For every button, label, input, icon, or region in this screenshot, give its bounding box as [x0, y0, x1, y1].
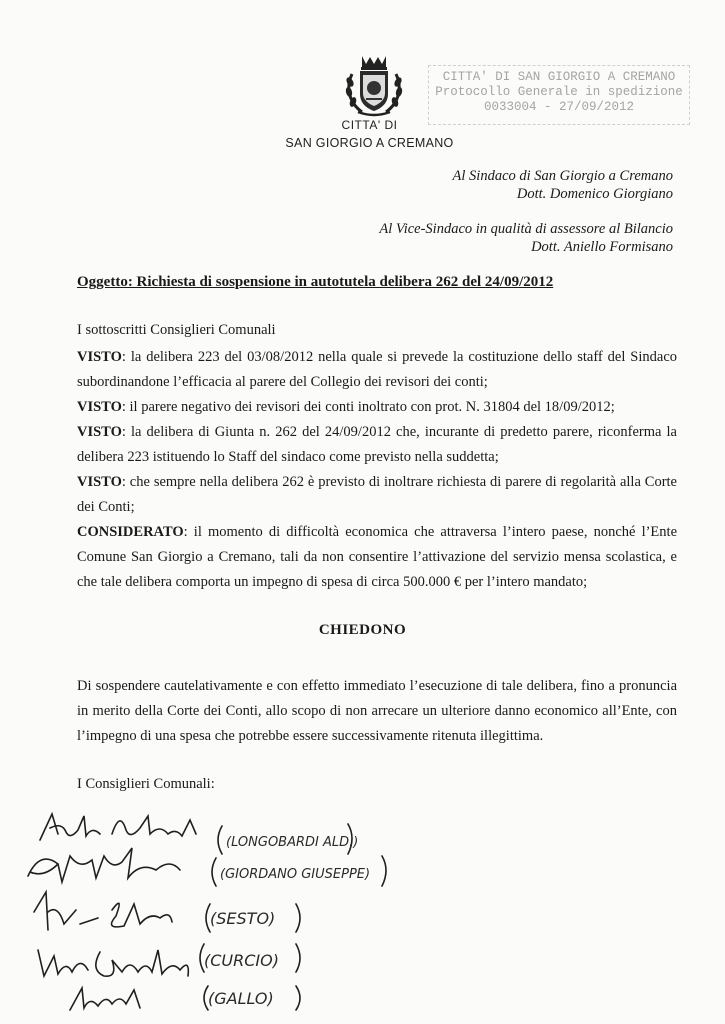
signature-1-scrawl — [40, 814, 196, 840]
request-heading: CHIEDONO — [318, 622, 407, 638]
signature-5-name: (GALLO) — [208, 989, 274, 1008]
clause — [77, 520, 677, 595]
letter-body — [77, 318, 677, 595]
clause-keyword: VISTO — [77, 399, 122, 415]
recipient-mayor — [453, 167, 673, 203]
stamp-line-1: CITTA' DI SAN GIORGIO A CREMANO — [442, 70, 676, 84]
recipient-vice-mayor — [379, 220, 673, 256]
clause — [77, 470, 677, 520]
signature-2-name: (GIORDANO GIUSEPPE) — [220, 867, 371, 882]
signature-3-name: (SESTO) — [210, 909, 276, 928]
recipient-line: Al Vice-Sindaco in qualità di assessore al Bilancio — [379, 221, 673, 237]
clause — [77, 420, 677, 470]
signers-label: I Consiglieri Comunali: — [77, 776, 215, 792]
clause-keyword: CONSIDERATO — [77, 524, 184, 540]
signature-3-scrawl — [34, 892, 172, 930]
subject-line: Oggetto: Richiesta di sospensione in autotutela delibera 262 del 24/09/2012 — [77, 274, 554, 290]
clause-keyword: VISTO — [77, 424, 122, 440]
stamp-line-2: Protocollo Generale in spedizione — [435, 85, 683, 99]
signature-1-name: (LONGOBARDI ALD.) — [226, 835, 359, 850]
clause — [77, 395, 677, 420]
clause — [77, 345, 677, 395]
signature-5-scrawl — [70, 988, 140, 1010]
intro-text: I sottoscritti Consiglieri Comunali — [77, 322, 276, 338]
signatures-area — [0, 800, 725, 1020]
stamp-line-3: 0033004 - 27/09/2012 — [483, 100, 635, 114]
signature-4-scrawl — [38, 950, 188, 976]
clause-text: : la delibera 223 del 03/08/2012 nella quale si prevede la costituzione dello staff del Sindaco subordinandone l’efficacia al parere del Collegio dei revisori dei conti; — [77, 349, 677, 390]
signature-4-name: (CURCIO) — [204, 951, 279, 970]
city-title: CITTA' DI — [341, 118, 398, 132]
coat-of-arms-icon — [342, 52, 406, 118]
clause-keyword: VISTO — [77, 474, 122, 490]
clause-keyword: VISTO — [77, 349, 122, 365]
city-name: SAN GIORGIO A CREMANO — [285, 136, 454, 150]
protocol-stamp — [428, 65, 690, 125]
clause-text: : che sempre nella delibera 262 è previsto di inoltrare richiesta di parere di regolarità alla Corte dei Conti; — [77, 474, 677, 515]
signature-2-scrawl — [28, 848, 180, 882]
clause-text: : il momento di difficoltà economica che attraversa l’intero paese, nonché l’Ente Comune San Giorgio a Cremano, tali da non consentire l’attivazione del servizio mensa scolastica, e che tale delibera comporta un impegno di spesa di circa 500.000 € per l’intero mandato; — [77, 524, 677, 590]
recipient-name: Dott. Domenico Giorgiano — [516, 186, 673, 202]
recipient-line: Al Sindaco di San Giorgio a Cremano — [452, 168, 673, 184]
recipient-name: Dott. Aniello Formisano — [531, 239, 673, 255]
clause-text: : la delibera di Giunta n. 262 del 24/09/2012 che, incurante di predetto parere, riconferma la delibera 223 istituendo lo Staff del sindaco come previsto nella suddetta; — [77, 424, 677, 465]
request-text: Di sospendere cautelativamente e con effetto immediato l’esecuzione di tale delibera, fino a pronuncia in merito della Corte dei Conti, allo scopo di non arrecare un ulteriore danno economico all’Ente, con l’impegno di una spesa che potrebbe essere successivamente ritenuta illegittima. — [77, 678, 677, 744]
clause-text: : il parere negativo dei revisori dei conti inoltrato con prot. N. 31804 del 18/09/2012; — [121, 399, 615, 415]
